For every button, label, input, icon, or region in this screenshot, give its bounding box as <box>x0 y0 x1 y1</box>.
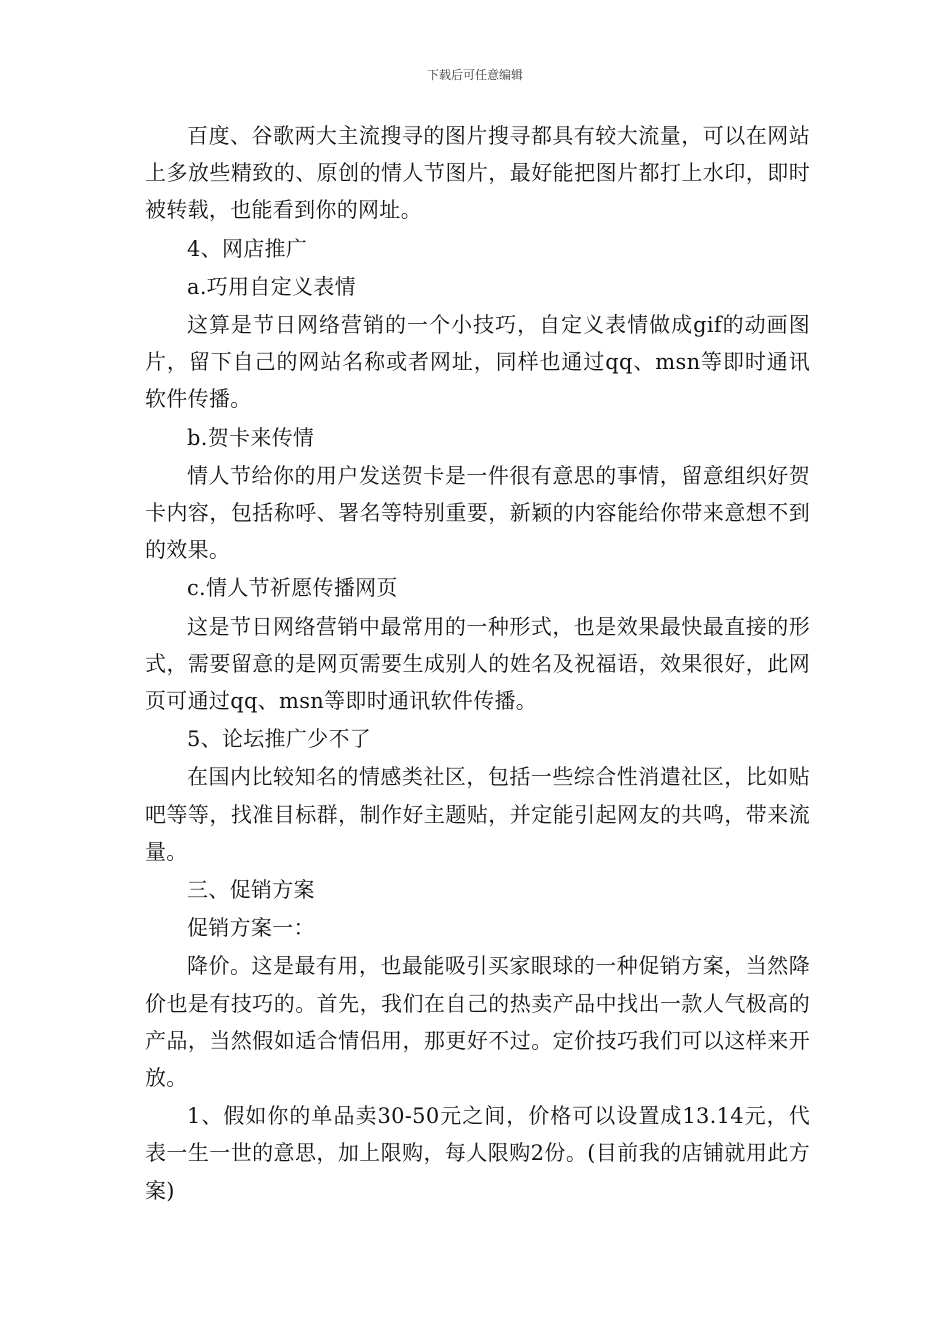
paragraph: 1、假如你的单品卖30-50元之间，价格可以设置成13.14元，代表一生一世的意思，加上限购，每人限购2份。(目前我的店铺就用此方案) <box>145 1104 810 1203</box>
subsection-heading: 促销方案一： <box>187 916 315 941</box>
paragraph: 这是节日网络营销中最常用的一种形式，也是效果最快最直接的形式，需要留意的是网页需要生成别人的姓名及祝福语，效果很好，此网页可通过qq、msn等即时通讯软件传播。 <box>145 614 810 714</box>
paragraph: 情人节给你的用户发送贺卡是一件很有意思的事情，留意组织好贺卡内容，包括称呼、署名等特别重要，新颖的内容能给你带来意想不到的效果。 <box>145 463 810 563</box>
subsection-heading: b.贺卡来传情 <box>187 425 315 450</box>
section-heading: 4、网店推广 <box>187 236 308 261</box>
paragraph: 百度、谷歌两大主流搜寻的图片搜寻都具有较大流量，可以在网站上多放些精致的、原创的情人节图片，最好能把图片都打上水印，即时被转载，也能看到你的网址。 <box>145 124 810 223</box>
page-header: 下载后可任意编辑 <box>426 68 523 82</box>
section-heading: 5、论坛推广少不了 <box>187 727 372 752</box>
section-heading: 三、促销方案 <box>187 878 315 903</box>
paragraph: 在国内比较知名的情感类社区，包括一些综合性消遣社区，比如贴吧等等，找准目标群，制作好主题贴，并定能引起网友的共鸣，带来流量。 <box>145 765 810 864</box>
subsection-heading: a.巧用自定义表情 <box>187 274 356 299</box>
document-body <box>145 118 810 1211</box>
paragraph: 这算是节日网络营销的一个小技巧，自定义表情做成gif的动画图片，留下自己的网站名称或者网址，同样也通过qq、msn等即时通讯软件传播。 <box>145 313 810 412</box>
paragraph: 降价。这是最有用，也最能吸引买家眼球的一种促销方案，当然降价也是有技巧的。首先，我们在自己的热卖产品中找出一款人气极高的产品，当然假如适合情侣用，那更好不过。定价技巧我们可以这样来开放。 <box>145 954 810 1091</box>
subsection-heading: c.情人节祈愿传播网页 <box>187 576 398 601</box>
